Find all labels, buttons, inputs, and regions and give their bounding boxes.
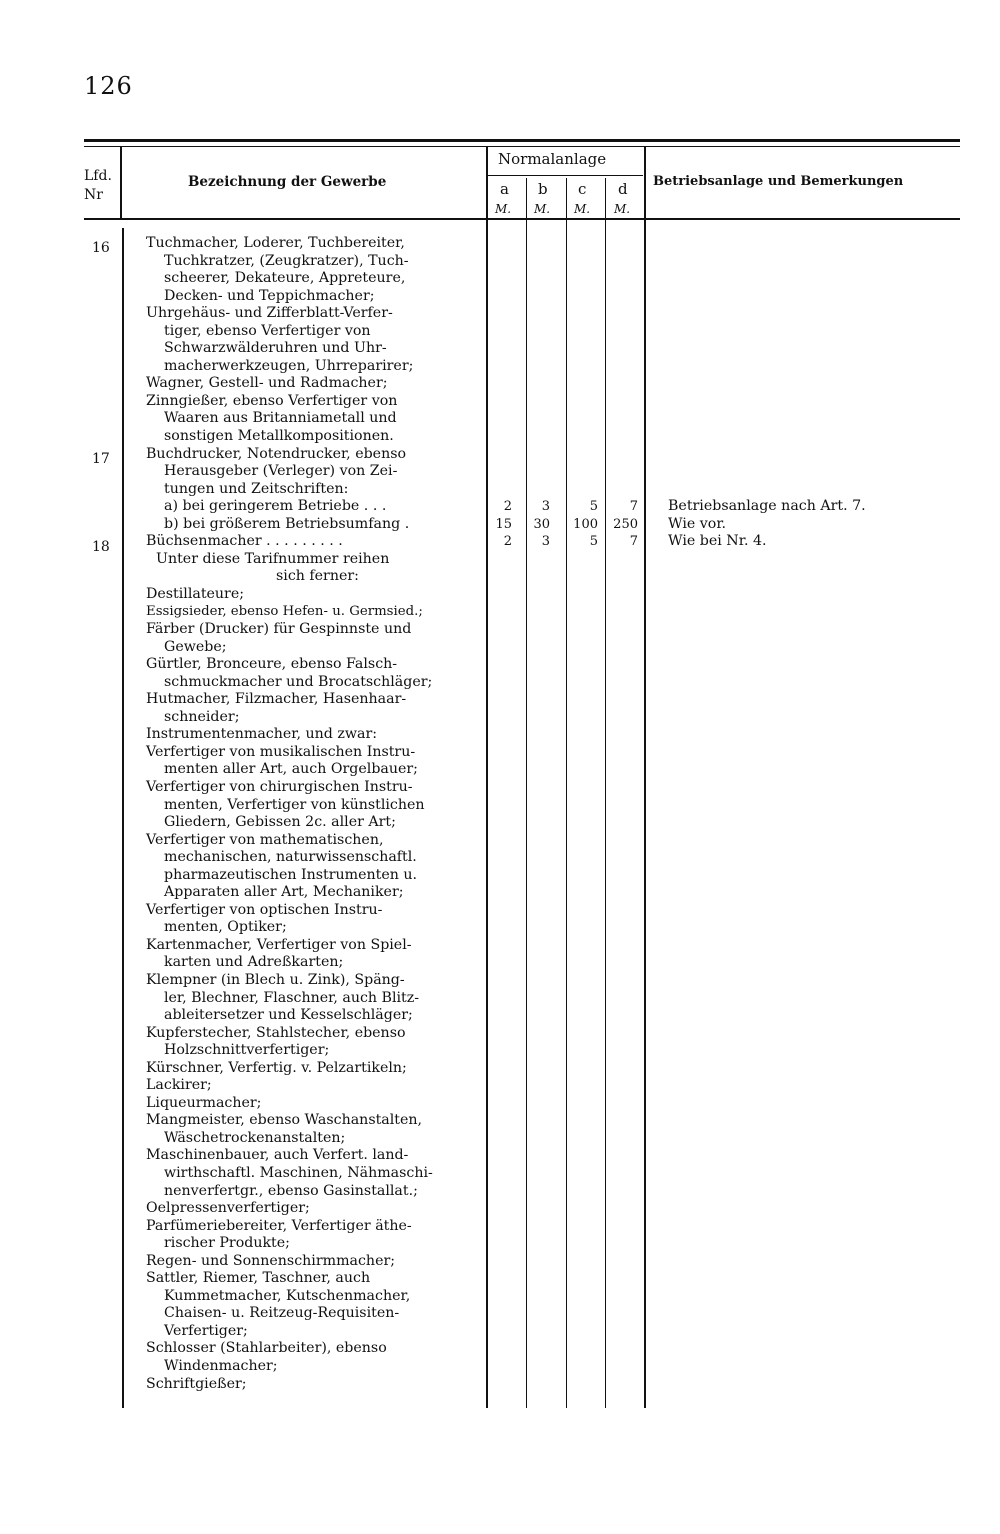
header-currency-c: M. [574, 202, 591, 216]
description-line: Wäschetrockenanstalten; [164, 1129, 346, 1146]
description-line: Kummetmacher, Kutschenmacher, [164, 1287, 411, 1304]
description-line: rischer Produkte; [164, 1235, 290, 1252]
description-line: macherwerkzeugen, Uhrreparirer; [164, 357, 414, 374]
description-line: Oelpressenverfertiger; [146, 1200, 310, 1217]
description-line: tiger, ebenso Verfertiger von [164, 322, 371, 339]
entry-number: 16 [92, 240, 110, 256]
description-line: menten aller Art, auch Orgelbauer; [164, 761, 418, 778]
description-line: Wagner, Gestell- und Radmacher; [146, 375, 388, 392]
description-line: sonstigen Metallkompositionen. [164, 428, 394, 445]
description-line: Klempner (in Blech u. Zink), Späng- [146, 971, 405, 988]
rate-b: 3 [541, 534, 550, 550]
description-line: Parfümeriebereiter, Verfertiger äthe- [146, 1217, 412, 1234]
description-line: Schriftgießer; [146, 1375, 247, 1392]
header-bezeichnung: Bezeichnung der Gewerbe [188, 174, 387, 190]
remark: Betriebsanlage nach Art. 7. [668, 498, 866, 514]
header-currency-a: M. [495, 202, 512, 216]
description-line: Decken- und Teppichmacher; [164, 287, 375, 304]
description-line: Färber (Drucker) für Gespinnste und [146, 621, 412, 638]
remark: Wie bei Nr. 4. [668, 533, 767, 550]
top-rule-thin [84, 146, 960, 147]
description-line: Maschinenbauer, auch Verfert. land- [146, 1147, 409, 1164]
description-line: a) bei geringerem Betriebe . . . [164, 498, 387, 515]
description-line: Hutmacher, Filzmacher, Hasenhaar- [146, 691, 407, 708]
description-line: mechanischen, naturwissenschaftl. [164, 849, 417, 866]
rate-a: 2 [503, 499, 512, 514]
col-rule-cd [605, 178, 606, 1408]
rate-c: 5 [589, 499, 598, 514]
description-line: b) bei größerem Betriebsumfang . [164, 515, 410, 532]
rate-d: 7 [629, 499, 638, 514]
rate-b: 3 [541, 499, 550, 514]
description-line: Windenmacher; [164, 1358, 278, 1374]
normalanlage-rule [487, 175, 643, 176]
description-line: Destillateure; [146, 585, 245, 602]
description-line: Sattler, Riemer, Taschner, auch [146, 1270, 371, 1287]
rate-a: 15 [495, 516, 512, 532]
description-line: pharmazeutischen Instrumenten u. [164, 866, 418, 883]
description-line: Lackirer; [146, 1077, 212, 1094]
rate-d: 7 [629, 534, 638, 550]
header-col-a: a [500, 180, 509, 198]
header-lfd-line1: Lfd. [84, 168, 112, 184]
entry-number: 18 [92, 539, 110, 555]
header-betriebsanlage: Betriebsanlage und Bemerkungen [653, 174, 904, 189]
description-line: tungen und Zeitschriften: [164, 480, 349, 497]
rate-d: 250 [613, 516, 638, 532]
description-line: wirthschaftl. Maschinen, Nähmaschi- [164, 1164, 433, 1181]
description-line: karten und Adreßkarten; [164, 954, 344, 971]
col-rule-lfd-head [120, 147, 122, 220]
header-normalanlage: Normalanlage [498, 150, 607, 168]
description-line: Holzschnittverfertiger; [164, 1042, 330, 1059]
description-line: Chaisen- u. Reitzeug-Requisiten- [164, 1305, 400, 1322]
rate-a: 2 [503, 534, 512, 550]
description-line: schneider; [164, 708, 240, 725]
rate-b: 30 [533, 516, 550, 532]
description-line: Gewebe; [164, 638, 227, 655]
description-line: sich ferner: [276, 568, 359, 585]
description-line: Herausgeber (Verleger) von Zei- [164, 463, 398, 480]
rate-c: 100 [573, 516, 598, 532]
col-rule-remarks [644, 147, 646, 1408]
description-line: Gliedern, Gebissen 2c. aller Art; [164, 814, 396, 831]
description-line: Essigsieder, ebenso Hefen- u. Germsied.; [146, 604, 423, 620]
rate-row [488, 498, 644, 551]
col-rule-lfd [122, 228, 124, 1408]
rate-c: 5 [589, 534, 598, 550]
description-line: Mangmeister, ebenso Waschanstalten, [146, 1112, 423, 1129]
header-col-d: d [618, 180, 628, 198]
page-number: 126 [84, 72, 133, 100]
description-line: menten, Optiker; [164, 919, 287, 936]
remark: Wie vor. [668, 515, 727, 532]
description-line: ler, Blechner, Flaschner, auch Blitz- [164, 989, 420, 1006]
description-line: Kupferstecher, Stahlstecher, ebenso [146, 1024, 406, 1041]
description-line: Schwarzwälderuhren und Uhr- [164, 340, 387, 357]
description-line: Instrumentenmacher, und zwar: [146, 726, 378, 743]
description-line: Büchsenmacher . . . . . . . . . [146, 533, 343, 550]
description-line: Verfertiger; [164, 1322, 248, 1339]
description-line: schmuckmacher und Brocatschläger; [164, 673, 433, 690]
description-line: Regen- und Sonnenschirmmacher; [146, 1252, 396, 1269]
description-line: menten, Verfertiger von künstlichen [164, 796, 425, 813]
header-lfd [84, 168, 112, 203]
header-lfd-line2: Nr [84, 187, 103, 203]
description-line: Verfertiger von musikalischen Instru- [146, 743, 416, 760]
header-currency-d: M. [614, 202, 631, 216]
remarks-column [668, 498, 958, 551]
description-line: Buchdrucker, Notendrucker, ebenso [146, 445, 407, 462]
header-col-c: c [578, 180, 587, 198]
description-line: Kartenmacher, Verfertiger von Spiel- [146, 936, 412, 953]
header-bottom-rule [84, 218, 960, 220]
description-line: Kürschner, Verfertig. v. Pelzartikeln; [146, 1059, 407, 1076]
description-line: Verfertiger von mathematischen, [146, 831, 384, 848]
header-col-b: b [538, 180, 548, 198]
header-currency-b: M. [534, 202, 551, 216]
top-rule [84, 139, 960, 142]
description-line: Gürtler, Bronceure, ebenso Falsch- [146, 656, 398, 673]
description-line: Liqueurmacher; [146, 1094, 262, 1111]
description-line: Unter diese Tarifnummer reihen [156, 550, 390, 567]
description-line: Zinngießer, ebenso Verfertiger von [146, 392, 398, 409]
description-line: Tuchkratzer, (Zeugkratzer), Tuch- [164, 252, 409, 269]
col-rule-desc [486, 147, 488, 1408]
description-line: nenverfertgr., ebenso Gasinstallat.; [164, 1182, 418, 1199]
description-line: Schlosser (Stahlarbeiter), ebenso [146, 1340, 387, 1357]
description-line: Verfertiger von optischen Instru- [146, 901, 383, 918]
description-line: Uhrgehäus- und Zifferblatt-Verfer- [146, 305, 393, 322]
description-line: scheerer, Dekateure, Appreteure, [164, 270, 406, 287]
col-rule-ab [526, 178, 527, 1408]
description-line: Verfertiger von chirurgischen Instru- [146, 778, 413, 795]
description-line: ableitersetzer und Kesselschläger; [164, 1007, 413, 1024]
description-line: Tuchmacher, Loderer, Tuchbereiter, [146, 235, 405, 251]
col-rule-bc [566, 178, 567, 1408]
description-line: Waaren aus Britanniametall und [164, 410, 397, 427]
description-line: Apparaten aller Art, Mechaniker; [164, 884, 404, 901]
description-column [146, 235, 480, 1393]
entry-number: 17 [92, 451, 110, 467]
